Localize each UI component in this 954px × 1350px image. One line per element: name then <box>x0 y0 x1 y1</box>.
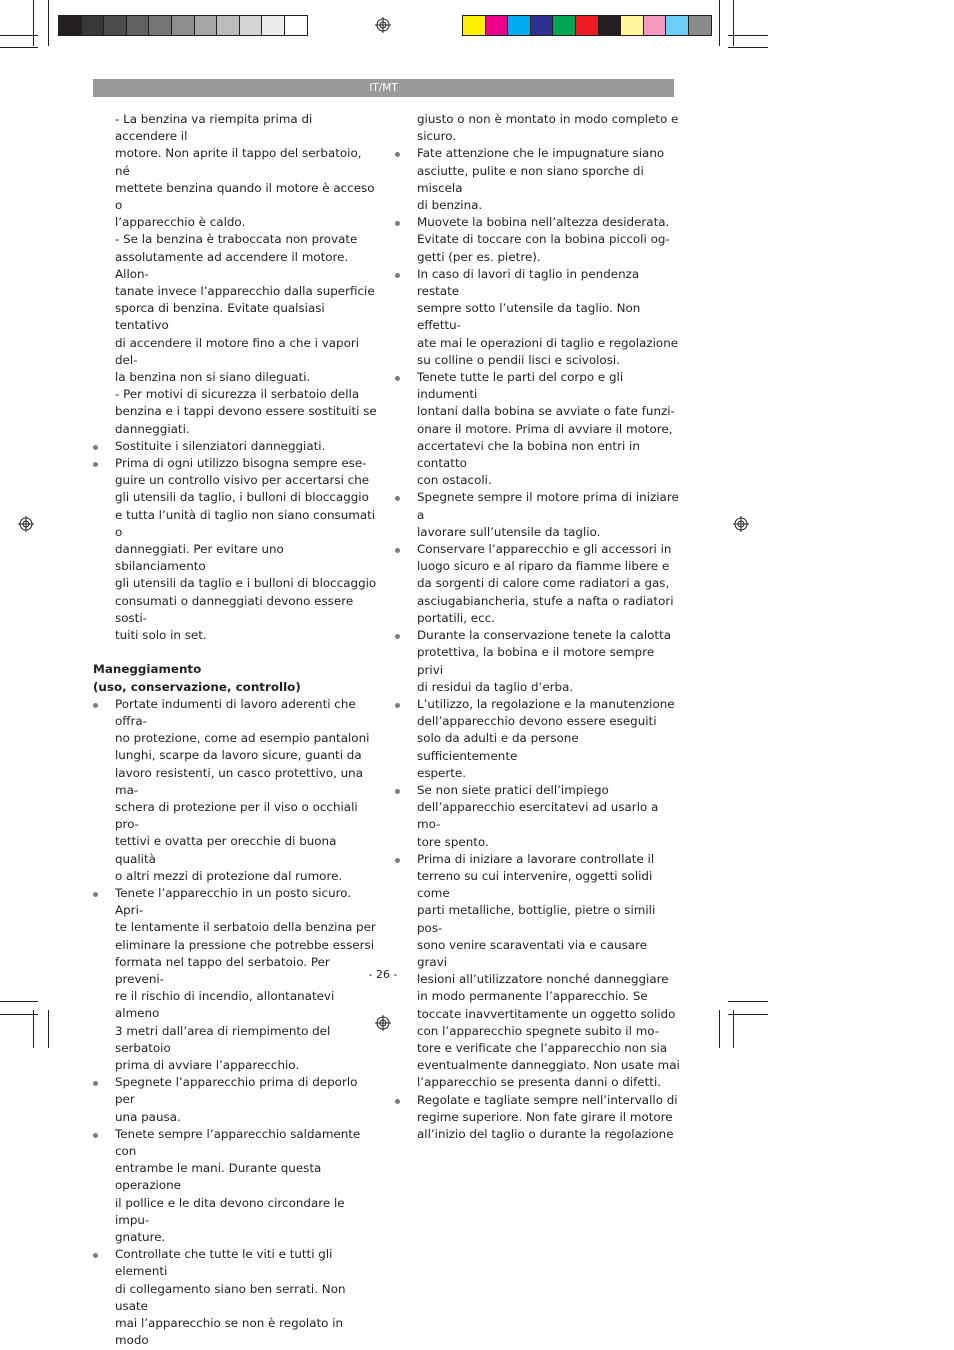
crop-mark <box>719 0 720 46</box>
bullet-icon <box>93 1081 98 1086</box>
bullet-icon <box>395 221 400 226</box>
list-item <box>93 1126 378 1246</box>
color-swatch <box>462 15 486 36</box>
text-line: sporca di benzina. Evitate qualsiasi tentativo <box>115 301 325 333</box>
text-line: - Se la benzina è traboccata non provate <box>115 232 358 247</box>
intro-block <box>93 111 378 438</box>
list-item <box>395 696 680 782</box>
text-line: portatili, ecc. <box>417 610 495 625</box>
text-line: terreno su cui intervenire, oggetti solidi come <box>417 868 653 901</box>
list-item <box>395 851 680 1092</box>
text-line: consumati o danneggiati devono essere sosti- <box>115 593 354 625</box>
color-swatch <box>530 15 554 36</box>
text-line: con ostacoli. <box>417 473 492 488</box>
text-line: eliminare la pressione che potrebbe essersi <box>115 937 375 952</box>
crop-mark <box>728 35 768 36</box>
bullet-list <box>395 145 680 1143</box>
text-line: sicuro. <box>417 129 457 144</box>
text-line: lunghi, scarpe da lavoro sicure, guanti da <box>115 748 362 763</box>
color-swatch <box>103 15 127 36</box>
text-line: o altri mezzi di protezione dal rumore. <box>115 868 343 883</box>
text-line: in modo permanente l’apparecchio. Se <box>417 989 648 1004</box>
text-line: guire un controllo visivo per accertarsi che <box>115 473 370 488</box>
bullet-icon <box>93 445 98 450</box>
text-line: di accendere il motore fino a che i vapori del- <box>115 335 360 367</box>
text-line: gnature. <box>115 1230 166 1244</box>
crop-mark <box>728 47 768 48</box>
text-line: prima di avviare l’apparecchio. <box>115 1057 300 1072</box>
text-line: l’apparecchio è caldo. <box>115 215 246 230</box>
color-swatch <box>239 15 263 36</box>
color-swatch <box>148 15 172 36</box>
text-line: Tenete tutte le parti del corpo e gli indumenti <box>417 370 624 402</box>
text-line: Prima di ogni utilizzo bisogna sempre ese- <box>115 456 367 471</box>
section-heading: Maneggiamento <box>93 662 202 677</box>
bullet-icon <box>395 858 400 863</box>
text-line: getti (per es. pietre). <box>417 249 541 264</box>
text-line: Portate indumenti di lavoro aderenti che offra- <box>115 696 356 728</box>
text-line: te lentamente il serbatoio della benzina per <box>115 920 376 935</box>
text-line: Conservare l’apparecchio e gli accessori in <box>417 542 672 557</box>
language-header <box>93 79 674 97</box>
list-item <box>395 266 680 369</box>
crop-mark <box>0 47 38 48</box>
text-line: protettiva, la bobina e il motore sempre privi <box>417 645 655 677</box>
bullet-icon <box>395 496 400 501</box>
text-line: tore spento. <box>417 834 489 849</box>
text-line: gli utensili da taglio e i bulloni di bloccaggio <box>115 576 377 591</box>
text-line: asciutte, pulite e non siano sporche di miscela <box>417 163 644 195</box>
text-line: tore e verificate che l’apparecchio non sia <box>417 1040 668 1055</box>
crop-mark <box>0 1014 38 1015</box>
text-line: mai l’apparecchio se non è regolato in modo <box>115 1316 344 1348</box>
text-line: gli utensili da taglio, i bulloni di bloccaggio <box>115 490 369 505</box>
text-line: Controllate che tutte le viti e tutti gli elementi <box>115 1247 333 1279</box>
text-line: tuiti solo in set. <box>115 628 207 643</box>
text-line: schera di protezione per il viso o occhiali pro- <box>115 799 358 832</box>
list-item <box>395 369 680 489</box>
list-item <box>395 214 680 266</box>
text-line: lesioni all’utilizzatore nonché danneggiare <box>417 972 669 987</box>
continuation-block <box>395 111 680 145</box>
color-swatch <box>598 15 622 36</box>
spacer <box>93 644 378 661</box>
list-item <box>93 438 378 455</box>
text-line: entrambe le mani. Durante questa operazione <box>115 1161 322 1193</box>
text-line: danneggiati. Per evitare uno sbilanciamento <box>115 542 284 574</box>
bullet-icon <box>395 273 400 278</box>
text-line: assolutamente ad accendere il motore. Allon- <box>115 249 349 281</box>
text-line: Evitate di toccare con la bobina piccoli og- <box>417 232 670 247</box>
bullet-icon <box>93 892 98 897</box>
text-line: no protezione, come ad esempio pantaloni <box>115 731 370 746</box>
text-line: 3 metri dall’area di riempimento del serbatoio <box>115 1023 331 1055</box>
text-line: Regolate e tagliate sempre nell’intervallo di <box>417 1092 678 1107</box>
text-line: sono venire scaraventati via e causare gravi <box>417 937 648 969</box>
text-line: toccate inavvertitamente un oggetto solido <box>417 1006 676 1021</box>
color-swatch <box>688 15 712 36</box>
color-swatch <box>58 15 82 36</box>
right-column <box>395 111 680 1143</box>
text-line: solo da adulti e da persone sufficientemente <box>417 731 579 763</box>
text-line: In caso di lavori di taglio in pendenza restate <box>417 266 640 299</box>
text-line: tanate invece l’apparecchio dalla superficie <box>115 284 375 299</box>
list-item <box>395 489 680 541</box>
text-line: onare il motore. Prima di avviare il motore, <box>417 421 673 436</box>
bullet-icon <box>395 634 400 639</box>
bullet-list <box>93 438 378 644</box>
crop-mark <box>728 1001 768 1002</box>
text-line: parti metalliche, bottiglie, pietre o simili pos- <box>417 903 656 935</box>
list-item <box>93 885 378 1074</box>
color-swatch <box>552 15 576 36</box>
text-line: Durante la conservazione tenete la calotta <box>417 628 672 643</box>
list-item <box>395 145 680 214</box>
text-line: eventualmente danneggiato. Non usate mai <box>417 1058 680 1073</box>
bullet-icon <box>93 462 98 467</box>
text-line: lontani dalla bobina se avviate o fate funzi- <box>417 404 675 419</box>
color-swatch <box>284 15 308 36</box>
crop-mark <box>728 1014 768 1015</box>
crop-mark <box>0 35 38 36</box>
text-line: esperte. <box>417 765 467 780</box>
bullet-icon <box>395 703 400 708</box>
list-item <box>395 541 680 627</box>
bullet-icon <box>93 1253 98 1258</box>
text-line: ate mai le operazioni di taglio e regolazione <box>417 335 679 350</box>
bullet-icon <box>395 376 400 381</box>
text-line: L’utilizzo, la regolazione e la manutenzione <box>417 696 675 711</box>
list-item <box>93 1074 378 1126</box>
text-line: su colline o pendii lisci e scivolosi. <box>417 352 620 367</box>
text-line: re il rischio di incendio, allontanatevi almeno <box>115 989 335 1021</box>
crop-mark <box>33 1010 34 1048</box>
text-line: di residui da taglio d’erba. <box>417 679 574 694</box>
color-swatch <box>665 15 689 36</box>
color-swatch <box>216 15 240 36</box>
text-line: da sorgenti di calore come radiatori a gas, <box>417 576 670 591</box>
color-swatch <box>507 15 531 36</box>
text-line: Spegnete l’apparecchio prima di deporlo per <box>115 1075 358 1107</box>
text-line: l’apparecchio se presenta danni o difetti. <box>417 1075 662 1090</box>
bullet-icon <box>395 1099 400 1104</box>
bullet-icon <box>395 152 400 157</box>
crop-mark <box>0 1001 38 1002</box>
bullet-icon <box>93 1133 98 1138</box>
text-line: la benzina non si siano dileguati. <box>115 370 311 385</box>
text-line: di benzina. <box>417 198 483 213</box>
crop-mark <box>719 1010 720 1048</box>
crop-mark <box>48 0 49 46</box>
text-line: all’inizio del taglio o durante la regolazione <box>417 1126 674 1141</box>
crop-mark <box>733 1010 734 1048</box>
text-line: dell’apparecchio devono essere eseguiti <box>417 714 657 729</box>
text-line: lavorare sull’utensile da taglio. <box>417 524 601 539</box>
text-line: il pollice e le dita devono circondare le impu- <box>115 1195 345 1227</box>
text-line: dell’apparecchio esercitatevi ad usarlo a mo- <box>417 800 659 832</box>
list-item <box>395 627 680 696</box>
color-swatch <box>261 15 285 36</box>
page-number: - 26 - <box>368 968 398 981</box>
text-line: motore. Non aprite il tappo del serbatoio, né <box>115 146 362 178</box>
text-line: e tutta l’unità di taglio non siano consumati o <box>115 507 376 539</box>
color-swatch <box>620 15 644 36</box>
text-line: - La benzina va riempita prima di accendere il <box>115 112 313 144</box>
text-line: benzina e i tappi devono essere sostituiti se <box>115 404 377 419</box>
text-line: - Per motivi di sicurezza il serbatoio della <box>115 387 360 402</box>
text-line: di collegamento siano ben serrati. Non usate <box>115 1281 346 1313</box>
text-line: giusto o non è montato in modo completo e <box>417 112 679 126</box>
color-swatch <box>194 15 218 36</box>
bullet-list <box>93 696 378 1350</box>
color-swatch <box>485 15 509 36</box>
text-line: regime superiore. Non fate girare il motore <box>417 1109 673 1124</box>
text-line: danneggiati. <box>115 421 190 436</box>
registration-mark-icon <box>375 17 391 33</box>
text-line: Se non siete pratici dell’impiego <box>417 782 609 797</box>
color-swatch <box>643 15 667 36</box>
registration-mark-icon <box>733 516 749 532</box>
crop-mark <box>733 0 734 46</box>
text-line: Fate attenzione che le impugnature siano <box>417 146 665 161</box>
color-swatch <box>171 15 195 36</box>
crop-mark <box>48 1010 49 1048</box>
crop-mark <box>33 0 34 46</box>
text-line: tettivi e ovatta per orecchie di buona qualità <box>115 834 337 866</box>
list-item <box>93 696 378 885</box>
text-line: una pausa. <box>115 1109 181 1124</box>
text-line: Tenete l’apparecchio in un posto sicuro. Apri- <box>115 885 352 918</box>
color-swatch <box>126 15 150 36</box>
left-column <box>93 111 378 1349</box>
list-item <box>395 1092 680 1144</box>
text-line: Tenete sempre l’apparecchio saldamente con <box>115 1126 361 1158</box>
color-swatch <box>575 15 599 36</box>
text-line: con l’apparecchio spegnete subito il mo- <box>417 1023 660 1038</box>
text-line: Prima di iniziare a lavorare controllate il <box>417 851 655 866</box>
text-line: Spegnete sempre il motore prima di iniziare a <box>417 490 679 522</box>
color-swatch <box>81 15 105 36</box>
text-line: luogo sicuro e al riparo da fiamme libere e <box>417 559 670 574</box>
text-line: sempre sotto l’utensile da taglio. Non effettu- <box>417 301 641 333</box>
bullet-icon <box>93 703 98 708</box>
list-item <box>93 1246 378 1349</box>
list-item <box>395 782 680 851</box>
text-line: lavoro resistenti, un casco protettivo, una ma- <box>115 765 364 797</box>
bullet-icon <box>395 789 400 794</box>
section-subheading: (uso, conservazione, controllo) <box>93 679 301 694</box>
text-line: Muovete la bobina nell’altezza desiderata. <box>417 215 670 230</box>
text-line: mettete benzina quando il motore è acceso o <box>115 180 375 213</box>
list-item <box>93 455 378 644</box>
language-label: IT/MT <box>369 82 398 94</box>
registration-mark-icon <box>18 516 34 532</box>
text-line: Sostituite i silenziatori danneggiati. <box>115 438 326 453</box>
text-line: formata nel tappo del serbatoio. Per preveni- <box>115 954 330 986</box>
text-line: asciugabiancheria, stufe a nafta o radiatori <box>417 593 674 608</box>
bullet-icon <box>395 548 400 553</box>
text-line: accertatevi che la bobina non entri in contatto <box>417 438 640 471</box>
